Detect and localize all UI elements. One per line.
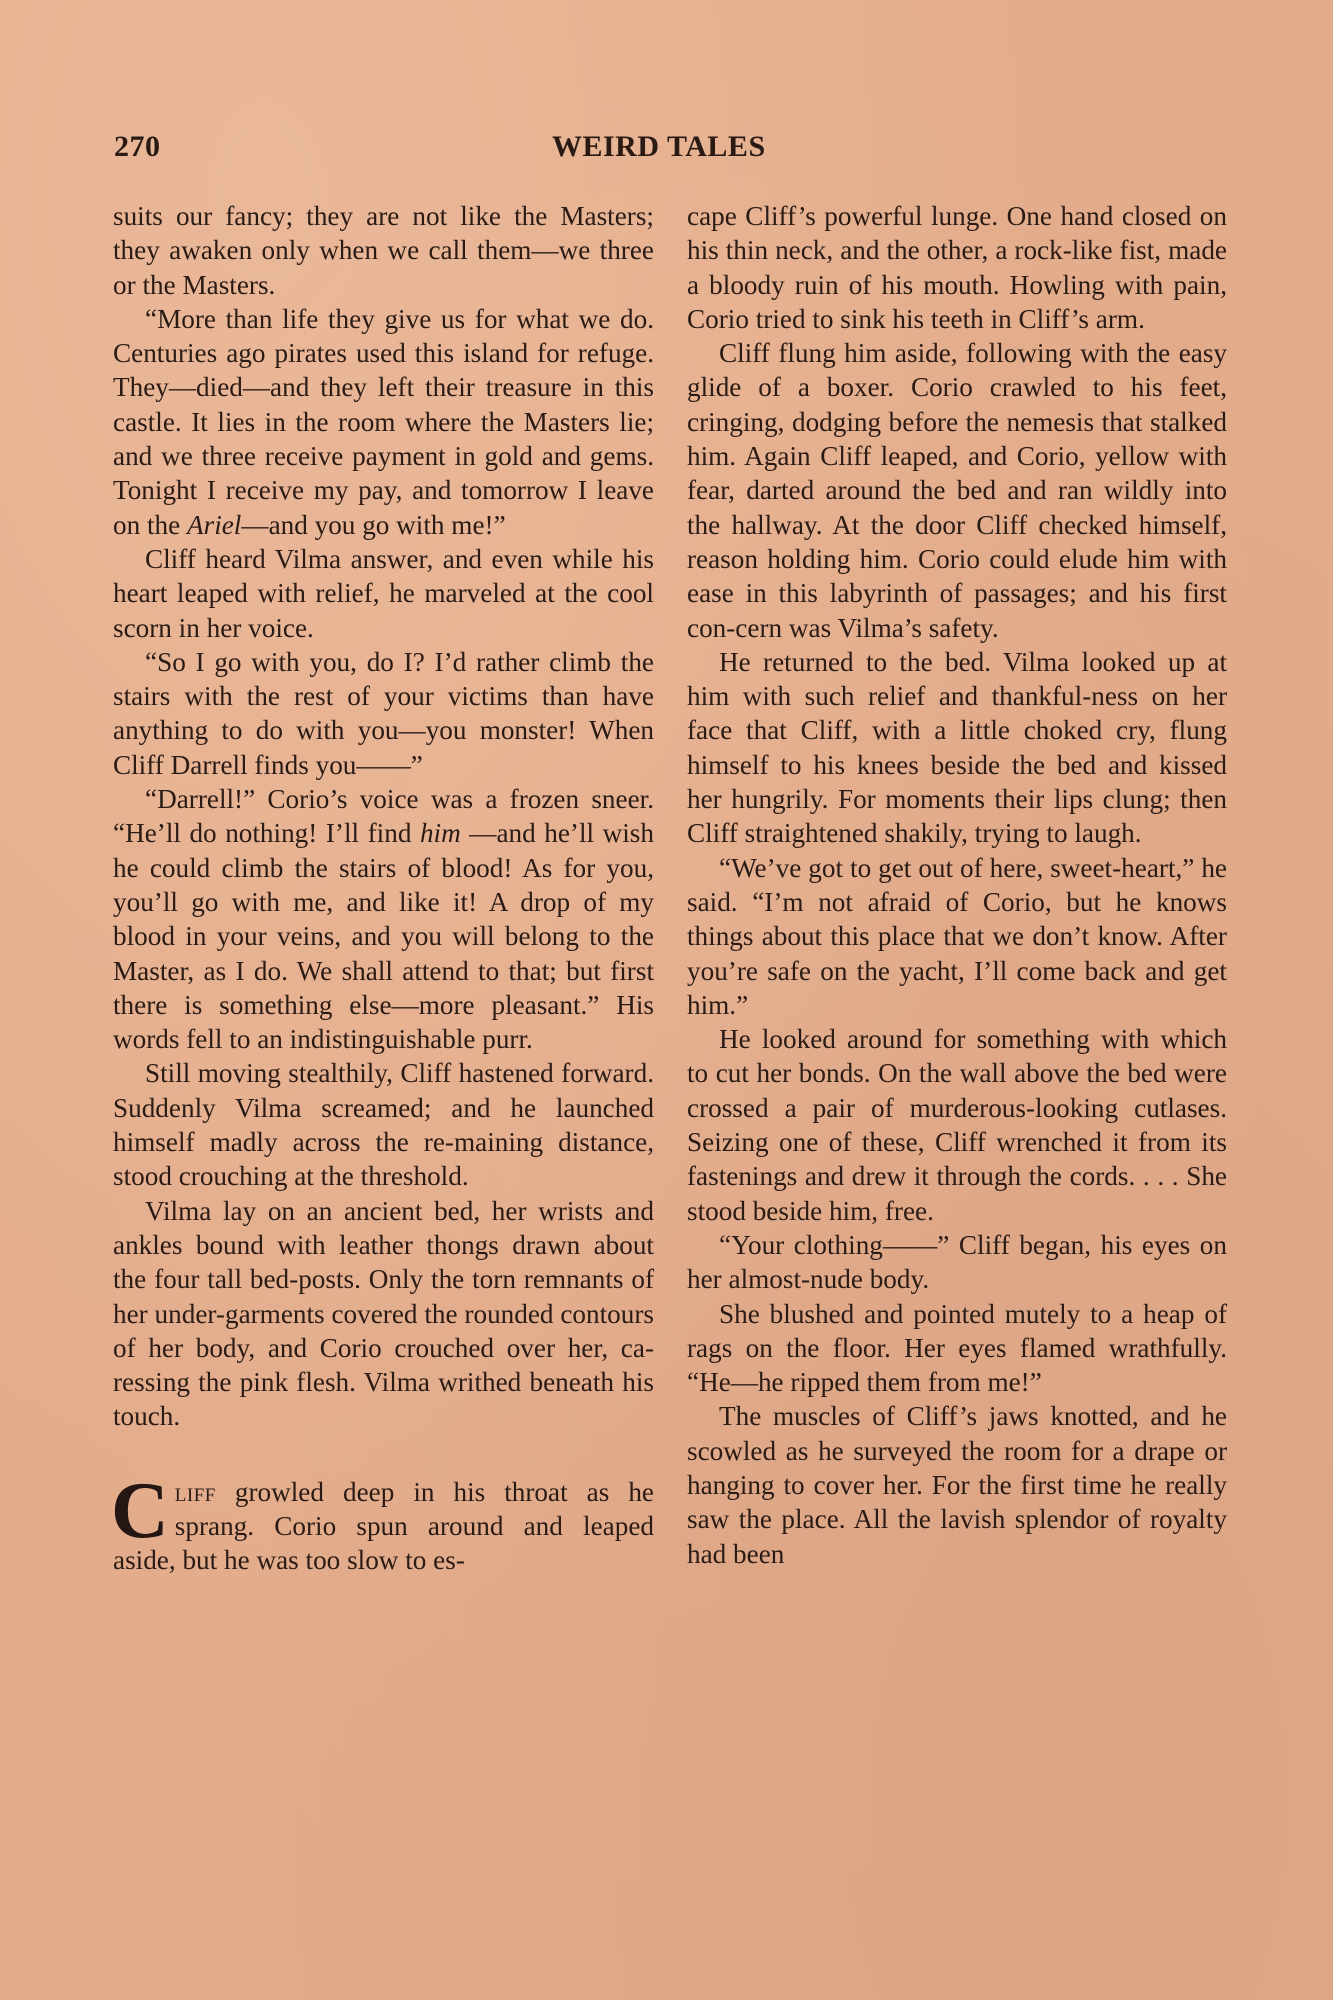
paragraph-text: “More than life they give us for what we do. Centuries ago pirates used this island for refuge. They—died—and they left their treasure in this castle. It lies in the room where the Masters lie; and we three receive payment in gold and gems. Tonight I receive my pay, and tomorrow I leave on the	[113, 303, 654, 540]
left-column	[113, 199, 654, 1578]
paragraph: “So I go with you, do I? I’d rather climb the stairs with the rest of your victims than have anything to do with you—you monster! When Cliff Darrell finds you——”	[113, 646, 654, 780]
magazine-title: WEIRD TALES	[552, 130, 766, 163]
right-column	[687, 199, 1227, 1571]
emphasis: him	[419, 818, 461, 849]
paragraph: suits our fancy; they are not like the Masters; they awaken only when we call them—we three or the Masters.	[113, 201, 654, 300]
small-caps-lead: liff	[174, 1476, 216, 1507]
running-header	[114, 130, 1224, 170]
ship-name: Ariel	[187, 509, 242, 540]
paragraph-text: —and he’ll wish he could climb the stairs of blood! As for you, you’ll go with me, and like it! A drop of my blood in your veins, and you will belong to the Master, as I do. We shall attend to that; but first there is something else—more pleasant.” His words fell to an indistinguishable purr.	[113, 818, 654, 1055]
paragraph: He looked around for something with which to cut her bonds. On the wall above the bed were crossed a pair of murderous-looking cutlases. Seizing one of these, Cliff wrenched it from its fastenings and drew it through the cords. . . . She stood beside him, free.	[687, 1024, 1227, 1226]
paragraph-text: —and you go with me!”	[241, 509, 506, 540]
page-number: 270	[114, 130, 161, 163]
paragraph: Vilma lay on an ancient bed, her wrists and ankles bound with leather thongs drawn about the four tall bed-posts. Only the torn remnants of her under-garments covered the rounded contours of her body, and Corio crouched over her, ca-ressing the pink flesh. Vilma writhed beneath his touch.	[113, 1195, 654, 1432]
paragraph-text: “Darrell!” Corio’s voice was a frozen sneer. “He’ll do nothing! I’ll find	[113, 784, 654, 849]
paragraph: cape Cliff’s powerful lunge. One hand closed on his thin neck, and the other, a rock-like fist, made a bloody ruin of his mouth. Howling with pain, Corio tried to sink his teeth in Cliff’s arm.	[687, 201, 1227, 334]
paragraph: Cliff heard Vilma answer, and even while his heart leaped with relief, he marveled at the cool scorn in her voice.	[113, 543, 654, 643]
paragraph: Still moving stealthily, Cliff hastened forward. Suddenly Vilma screamed; and he launched himself madly across the re-maining distance, stood crouching at the threshold.	[113, 1058, 654, 1192]
section-start-paragraph	[111, 1466, 654, 1578]
paragraph: Cliff flung him aside, following with the easy glide of a boxer. Corio crawled to his feet, cringing, dodging before the nemesis that stalked him. Again Cliff leaped, and Corio, yellow with fear, darted around the bed and ran wildly into the hallway. At the door Cliff checked himself, reason holding him. Corio could elude him with ease in this labyrinth of passages; and his first con-cern was Vilma’s safety.	[687, 338, 1227, 643]
paragraph: “Your clothing——” Cliff began, his eyes on her almost-nude body.	[687, 1229, 1227, 1295]
paragraph: He returned to the bed. Vilma looked up at him with such relief and thankful-ness on her face that Cliff, with a little choked cry, flung himself to his knees beside the bed and kissed her hungrily. For moments their lips clung; then Cliff straightened shakily, trying to laugh.	[687, 646, 1227, 849]
paragraph: She blushed and pointed mutely to a heap of rags on the floor. Her eyes flamed wrathfully. “He—he ripped them from me!”	[687, 1298, 1227, 1398]
drop-cap: C	[111, 1466, 169, 1555]
paragraph	[113, 302, 654, 542]
paragraph: “We’ve got to get out of here, sweet-heart,” he said. “I’m not afraid of Corio, but he knows things about this place that we don’t know. After you’re safe on the yacht, I’ll come back and get him.”	[687, 852, 1227, 1020]
paragraph-text: growled deep in his throat as he sprang. Corio spun around and leaped aside, but he was too slow to es-	[113, 1476, 654, 1576]
paragraph: The muscles of Cliff’s jaws knotted, and he scowled as he surveyed the room for a drape or hanging to cover her. For the first time he really saw the place. All the lavish splendor of royalty had been	[687, 1401, 1227, 1569]
paragraph	[113, 782, 654, 1056]
